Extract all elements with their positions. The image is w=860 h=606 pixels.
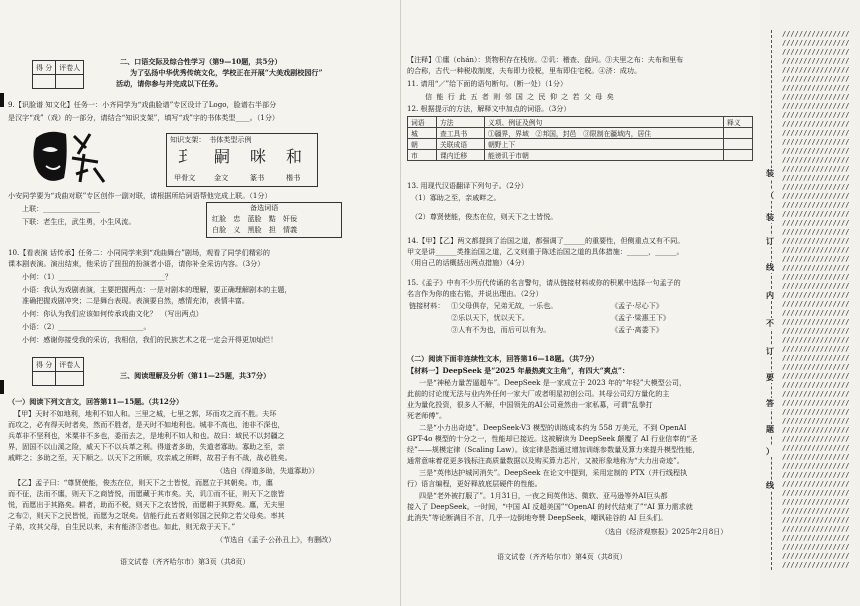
subsection-2-title: （二）阅读下面非连续性文本，回答第16—18题。（共7分）: [407, 354, 599, 363]
table-cell: 能谤讥于市朝: [484, 150, 723, 161]
answer-lines: //////////////// //////////////// //////////////// //////////////// //////////////// //////////////// //////////////// //////////////// //////////////// //////////////// //////////////// //////////////// //////////////// //////////////// //////////////// //////////////// //////////////// //////////////// //////////////// //////////////// //////////////// //////////////// //////////////// //////////////// //////////////// //////////////// //////////////// //////////////// //////////////// //////////////// //////////////// //////////////// //////////////// //////////////// //////////////// //////////////// //////////////// //////////////// //////////////// //////////////// //////////////// //////////////// //////////////// //////////////// //////////////// //////////////// //////////////// //////////////// //////////////// //////////////// //////////////// //////////////// //////////////// //////////////// //////////////// //////////////// //////////////// //////////////// //////////////// ////////////////: [782, 30, 850, 569]
opera-mask-logo: [28, 128, 110, 188]
q13: 13. 用现代汉语翻译下列句子。（2分）: [407, 181, 528, 190]
q14-line-3: （用自己的话概括出两点措施）（4分）: [407, 258, 529, 267]
score-box: [32, 60, 84, 89]
exam-page-4: [400, 0, 761, 606]
q14-line-1: 14.【甲】【乙】两文都提到了治国之道，都强调了______的重要性，但侧重点又有不同。: [407, 236, 685, 245]
q13-2: （2）尊贤使能，俊杰在位，则天下之士皆悦。: [411, 212, 558, 221]
couplet-upper: 上联：________________: [22, 204, 101, 213]
material-1-title: 【材料一】DeepSeek 是“2025 年最热爽文主角”，有四大“爽点”：: [407, 366, 630, 375]
table-row: [408, 150, 753, 161]
section-2-title: 二、口语交际及综合性学习（第9—10题，共5分）: [120, 57, 282, 66]
margin-char: ）: [766, 446, 774, 456]
q10-line-5: 准确把握戏剧冲突；二是舞台表现。表演要自然，感情充沛，表情丰富。: [22, 296, 249, 305]
margin-char: 装: [766, 168, 774, 178]
script-label-4: 楷书: [286, 173, 301, 182]
table-cell: 朝野上下: [484, 139, 723, 150]
q14-line-2: 甲文是讲______类推治国之道，乙文则重于陈述治国之道的具体措施：______，______。: [407, 247, 684, 256]
table-cell: 朝: [408, 139, 437, 150]
table-cell: 课内迁移: [436, 150, 484, 161]
script-label-1: 甲骨文: [174, 173, 196, 182]
table-cell: 查工具书: [436, 128, 484, 139]
text-yi-2: 而不征，法而不廛，则天下之商皆悦，而愿藏于其市矣。关，讥①而不征，则天下之旅皆: [8, 489, 285, 498]
quote-1: ①父母俱存，兄弟无故，一乐也。: [451, 301, 558, 310]
margin-char: 线: [766, 480, 774, 490]
table-cell: 关联成语: [436, 139, 484, 150]
table-cell: [724, 128, 753, 139]
q15-line-1: 15.《孟子》中有不少历代传诵的名言警句，请从链接材料或你的积累中选择一句孟子的: [407, 278, 681, 287]
table-header: 词语: [408, 117, 437, 128]
material-para: 此前的讨论度无法与业内外任何一家大厂或者明星初创公司。其母公司幻方量化的主: [407, 389, 670, 398]
material-para: 接入了 DeepSeek。一时间，“中国 AI 反超美国”“OpenAI 的时代结束了”“AI 算力需求就: [407, 502, 693, 511]
script-label-3: 篆书: [250, 173, 265, 182]
quote-source-3: 《孟子·离娄下》: [611, 325, 663, 334]
q10-line-8: 小何：感谢你接受我的采访，我相信，我们的民族艺术之花一定会开得更加灿烂！: [22, 335, 278, 344]
q10-line-2: 课本剧表演。演出结束，他采访了扭扭的扮演者小语，请你补全采访内容。（3分）: [8, 259, 265, 268]
q11-sentence: 信 能 行 此 五 者 则 邻 国 之 民 仰 之 若 父 母 矣: [425, 92, 615, 101]
page-footer-3: 语文试卷（齐齐哈尔市）第3页（共8页）: [120, 557, 250, 566]
couplet-lower: 下联：老生庄，武生勇，小生风流。: [22, 217, 136, 226]
grader-label: 评卷人: [56, 358, 84, 372]
table-cell: ①疆界，界域 ②邦国，封邑 ③限制在疆域内，居住: [484, 128, 723, 139]
script-sample-regular: 和: [286, 147, 303, 166]
q10-line-6: 小何：你认为我们应该如何传承戏曲文化？ （写出两点）: [22, 309, 203, 318]
material-para: GPT-4o 模型的十分之一，性能却已接近。这被解读为 DeepSeek 颠覆了 AI 行业信奉的“圣: [407, 434, 698, 443]
binding-margin: [760, 0, 860, 606]
margin-char: （: [766, 190, 774, 200]
link-label: 链接材料：: [409, 301, 445, 310]
material-para: 通常意味着花更多钱标注高质量数据以及购买算力芯片，又被形象地称为“大力出奇迹”。: [407, 456, 684, 465]
score-label: 得 分: [33, 358, 56, 372]
quote-source-2: 《孟子·梁惠王下》: [611, 313, 671, 322]
note-line-2: 的合称，古代一种税收制度，夫布即力役税，里布即住宅税。④济：成功。: [407, 66, 642, 75]
material-para: 此消失”等论断满目不言，几乎一边倒地夸赞 DeepSeek，嘲讽硅谷的 AI 巨头们。: [407, 513, 668, 522]
material-para: 经”——规模定律（Scaling Law）。该定律是指通过增加训练参数量及算力来提升模型性能，: [407, 445, 700, 454]
section-2-intro: 为了弘扬中华优秀传统文化，学校正在开展“大美戏剧校园行”: [130, 68, 323, 77]
margin-char: 线: [766, 262, 774, 272]
table-cell: [724, 150, 753, 161]
material-para: 行）语言编程，更好释放底层硬件的性能。: [407, 479, 542, 488]
material-para: 一是“神秘力量苦逼超车”。DeepSeek 是一家成立于 2023 年的“年轻”大模型公司，: [419, 378, 687, 387]
material-para: 四是“老外被打服了”。1月31日，一夜之间英伟达、微软、亚马逊等外AI巨头都: [419, 491, 668, 500]
text-jia-3: 兵革非不坚利也，米粟非不多也，委而去之，是地利不如人和也。故曰：域民不以封疆之: [8, 431, 285, 440]
q10-line-1: 10.【看表演 话传承】任务二：小同同学来到“戏曲舞台”剧场，观看了同学们精彩的: [8, 248, 270, 257]
text-jia-1: 【甲】天时不如地利，地利不如人和。三里之城，七里之郭，环而攻之而不胜。夫环: [14, 409, 277, 418]
quote-3: ③人有不为也，而后可以有为。: [451, 325, 551, 334]
text-jia-4: 界，固国不以山溪之险，威天下不以兵革之利。得道者多助，失道者寡助。寡助之至，亲: [8, 442, 285, 451]
q9-line-2: 是汉字“戏”（戏）的一部分，请结合“知识支架”，填写“戏”字的书体类型____。（1分）: [8, 113, 280, 122]
script-sample-bronze: 嗣: [214, 147, 231, 166]
table-cell: [724, 139, 753, 150]
text-yi-1: 【乙】孟子曰：“尊贤使能，俊杰在位，则天下之士皆悦，而愿立于其朝矣。市，廛: [14, 478, 273, 487]
q10-line-4: 小语：我认为戏剧表演，主要把握两点：一是对剧本的理解，要正确理解剧本的主题，: [22, 285, 292, 294]
section-3-title: 三、阅读理解及分析（第11—25题，共37分）: [120, 371, 271, 380]
q10-line-7: 小语：（2）________________________。: [22, 322, 151, 331]
q12-table: [407, 116, 753, 161]
margin-char: 要: [766, 372, 774, 382]
word-bank-row-1: 红脸 忠 蓝脸 黠 奸佞: [212, 214, 298, 223]
knowledge-title: 知识支架： 书体类型示例: [170, 135, 252, 144]
word-bank-title: 备选词语: [250, 203, 279, 212]
section-2-intro-2: 活动，请你参与并完成以下任务。: [116, 79, 223, 88]
score-label: 得 分: [33, 61, 56, 75]
script-label-2: 金文: [214, 173, 229, 182]
script-sample-oracle: 𤣩: [178, 147, 195, 166]
word-bank-row-2: 白脸 义 黑脸 担 情義: [212, 225, 298, 234]
q12: 12. 根据提示的方法，解释文中加点的词语。（3分）: [407, 104, 571, 113]
table-cell: 城: [408, 128, 437, 139]
table-header: 义项、例证及例句: [484, 117, 723, 128]
margin-char: 内: [766, 290, 774, 300]
text-jia-5: 戚畔之；多助之至，天下顺之。以天下之所顺，攻亲戚之所畔，故君子有不战，战必胜矣。: [8, 453, 292, 462]
material-para: 死老师傅”。: [407, 411, 447, 420]
page-footer-4: 语文试卷（齐齐哈尔市）第4页（共8页）: [497, 552, 627, 561]
text-yi-source: （节选自《孟子·公孙丑上》，有删改）: [216, 535, 336, 544]
grader-label: 评卷人: [56, 61, 84, 75]
registration-mark: [0, 93, 4, 107]
text-jia-source: （选自《得道多助，失道寡助》）: [216, 466, 319, 475]
margin-char: 装: [766, 212, 774, 222]
quote-2: ②乐以天下，忧以天下。: [451, 313, 530, 322]
script-sample-seal: 咪: [250, 147, 267, 166]
exam-page-3: [0, 0, 400, 606]
note-line-1: 【注释】①廛（chán）：货物积存在栈房。②讥：稽查、盘问。③夫里之布：夫布和里布: [407, 55, 684, 64]
material-para: 二是“小力出奇迹”。DeepSeek-V3 模型的训练成本约为 558 万美元，不到 OpenAI: [419, 423, 687, 432]
registration-mark: [0, 380, 4, 394]
text-jia-2: 而攻之，必有得天时者矣，然而不胜者，是天时不如地利也。城非不高也，池非不深也，: [8, 420, 285, 429]
q9-task2: 小安同学要为“戏曲对联”专区创作一副对联，请根据所给词语帮他完成上联。（1分）: [8, 191, 272, 200]
text-yi-3: 悦，而愿出于其路矣。耕者，助而不税，则天下之农皆悦，而愿耕于其野矣。廛，无夫里: [8, 500, 285, 509]
table-cell: 市: [408, 150, 437, 161]
q13-1: （1）寡助之至，亲戚畔之。: [411, 193, 501, 202]
quote-source-1: 《孟子·尽心下》: [611, 301, 663, 310]
margin-char: 答: [766, 398, 774, 408]
material-para: 业为量化投资，很多人不解，中国领先的AI公司竟然由一家私募，可谓“乱拳打: [407, 400, 653, 409]
material-para: 三是“英伟达护城河消失”。DeepSeek 在论文中提到，采用定制的 PTX（并行线程执: [419, 468, 688, 477]
table-header: 方法: [436, 117, 484, 128]
material-source: （选自《经济观察报》2025年2月8日）: [601, 527, 728, 536]
q15-line-2: 名言作为你的座右铭，并说出理由。（2分）: [407, 289, 543, 298]
margin-char: 订: [766, 236, 774, 246]
table-row: [408, 128, 753, 139]
table-header: 释义: [724, 117, 753, 128]
score-box-2: [32, 357, 84, 386]
margin-char: 不: [766, 318, 774, 328]
subsection-1-title: （一）阅读下列文言文，回答第11—15题。（共12分）: [8, 397, 184, 406]
text-yi-5: 子弟，攻其父母，自生民以来，未有能济③者也。如此，则无敌于天下。”: [8, 522, 236, 531]
text-yi-4: 之布②，则天下之民皆悦，而愿为之氓矣。信能行此五者则邻国之民仰之若父母矣。率其: [8, 511, 285, 520]
table-row: [408, 139, 753, 150]
margin-char: 题: [766, 424, 774, 434]
q10-line-3: 小何：（1）______________________________？: [22, 272, 172, 281]
margin-char: 订: [766, 346, 774, 356]
q11: 11. 请用“／”给下面的语句断句。（断一处）（1分）: [407, 79, 568, 88]
q9-line-1: 9.【识脸谱 知文化】任务一：小齐同学为“戏曲脸谱”专区设计了Logo，脸谱右半部分: [8, 100, 277, 109]
